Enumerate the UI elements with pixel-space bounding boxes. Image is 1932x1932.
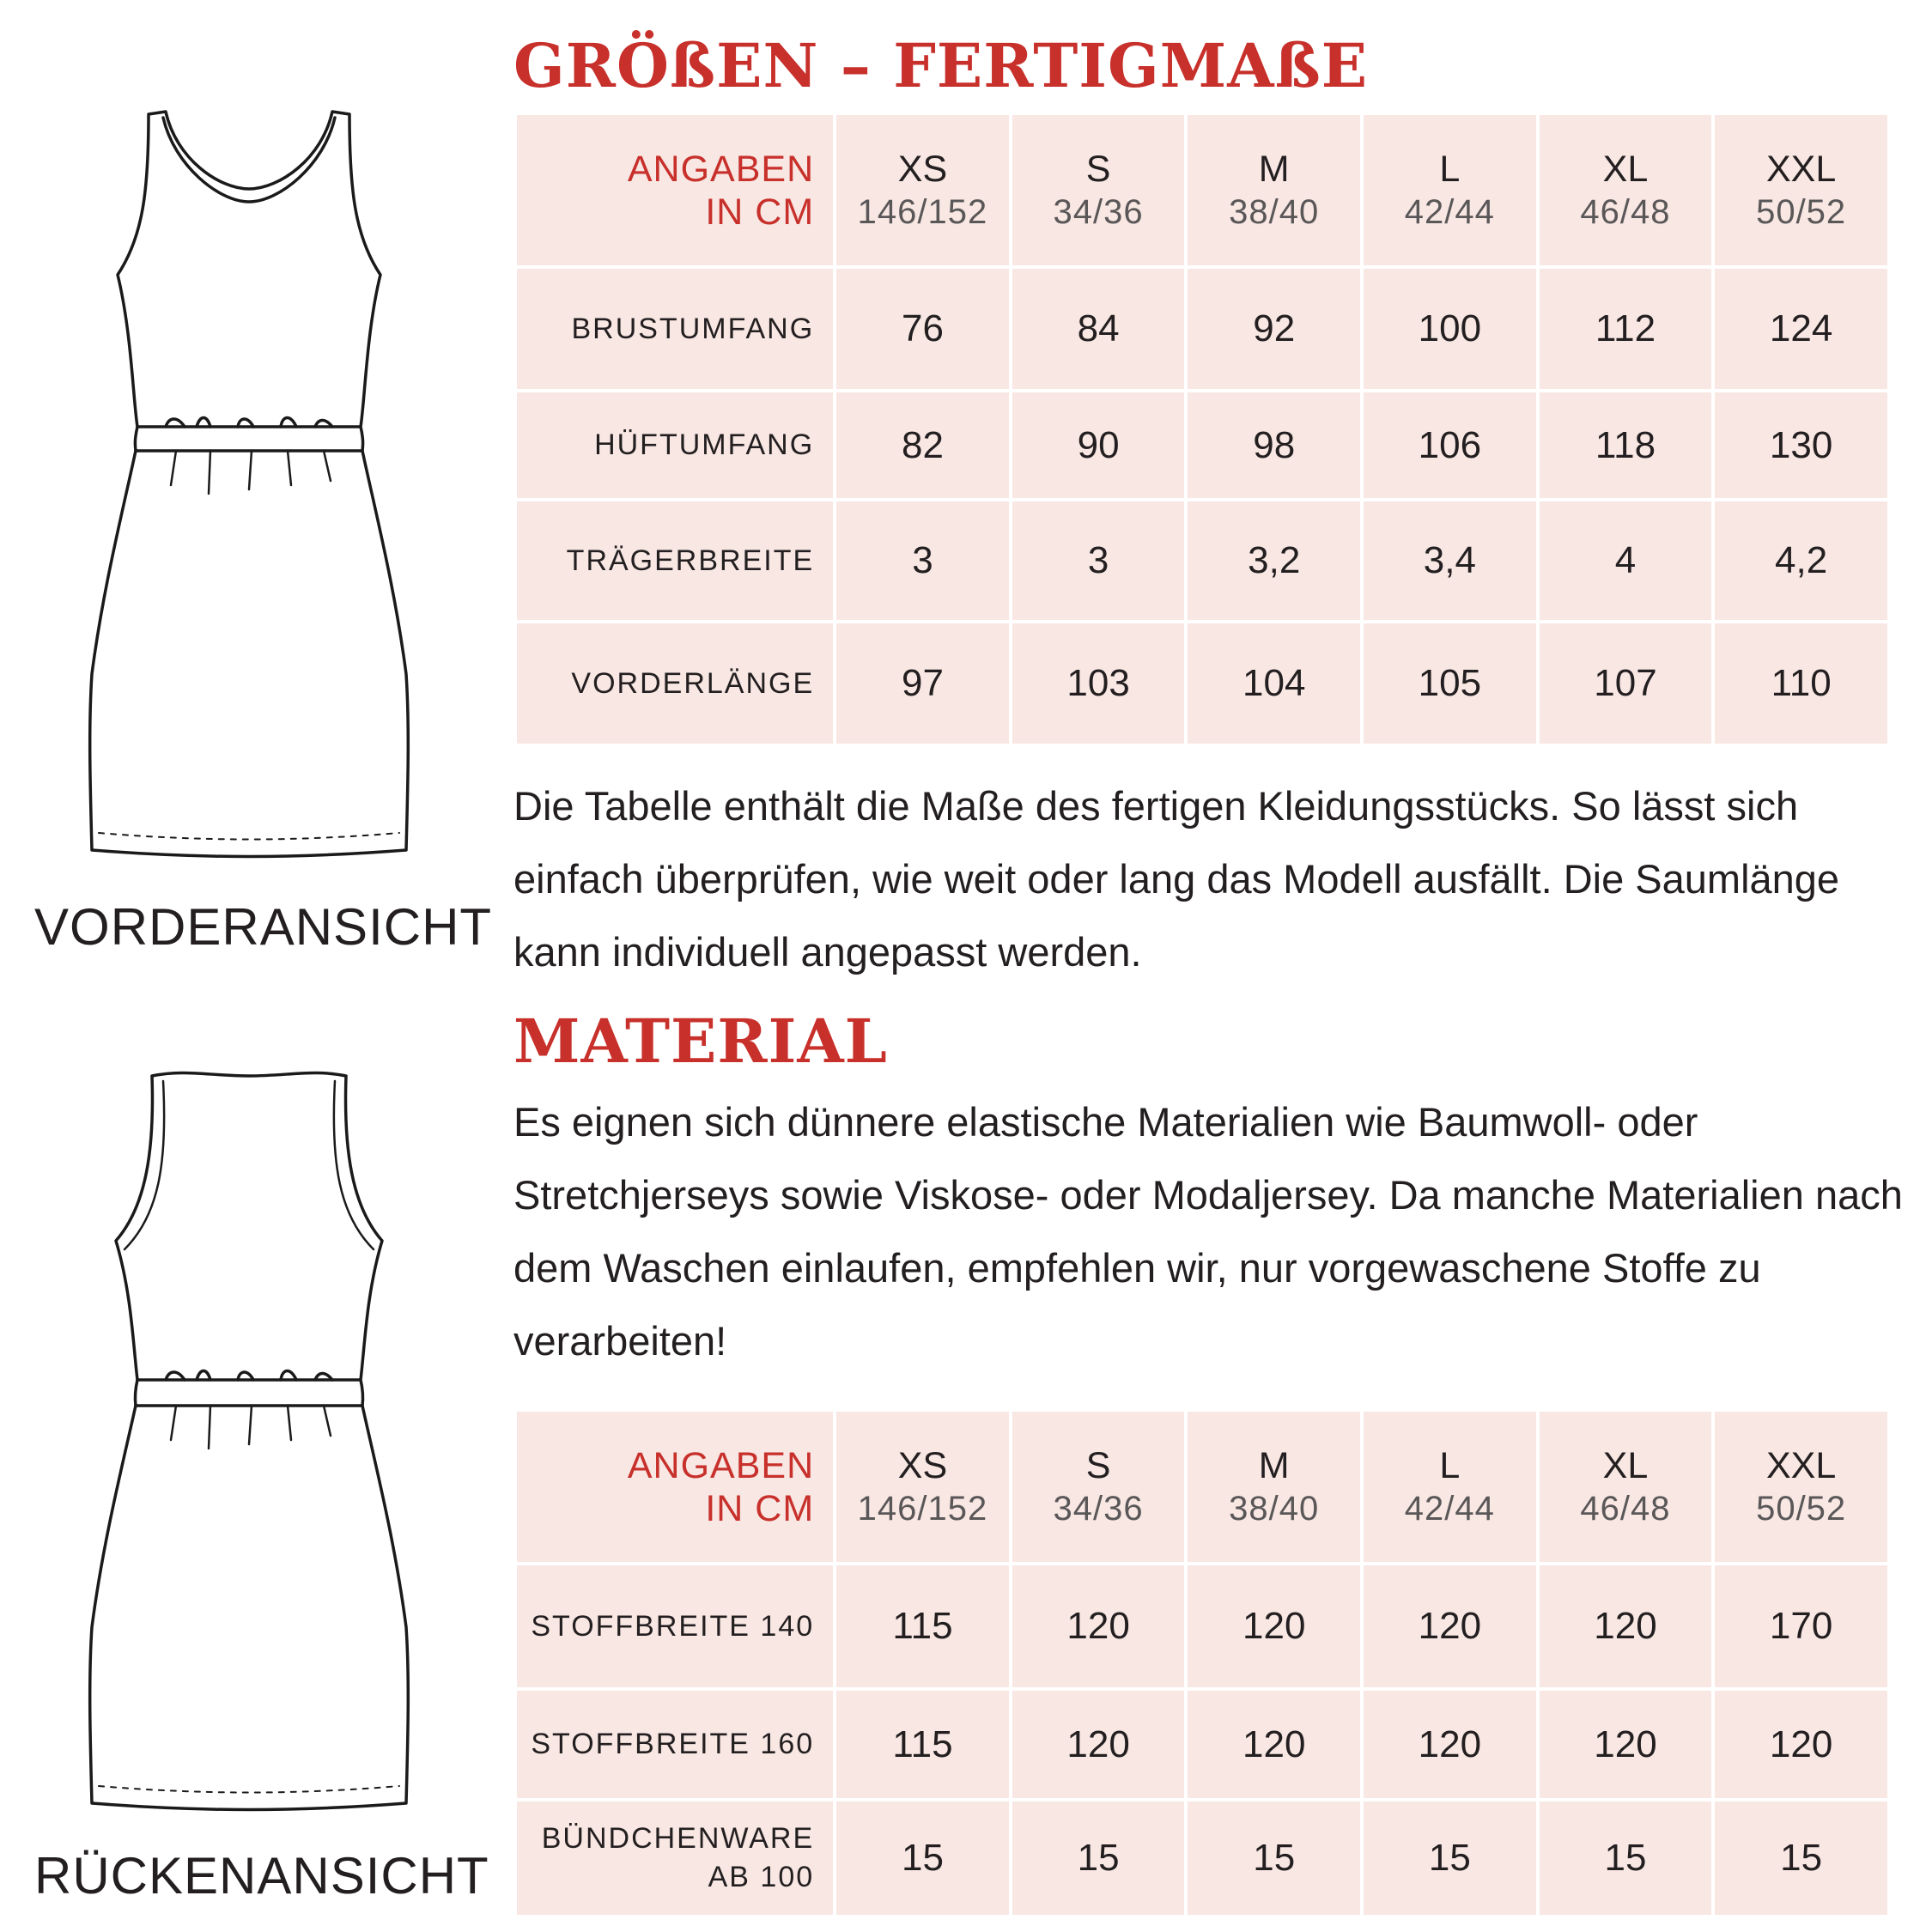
table-cell: 130	[1715, 392, 1887, 498]
sizes-description: Die Tabelle enthält die Maße des fertigen Kleidungsstücks. So lässt sich einfach überprüfen, wie weit oder lang das Modell ausfällt. Die Saumlänge kann individuell angepasst werden.	[513, 783, 1840, 975]
table-cell: 120	[1188, 1691, 1360, 1798]
table-row	[517, 392, 1887, 498]
table-row	[517, 623, 1887, 744]
size-header-m: M 38/40	[1188, 1412, 1360, 1562]
table-row	[517, 1801, 1887, 1915]
unit-label: ANGABEN IN CM	[517, 115, 833, 265]
size-header-m: M 38/40	[1188, 115, 1360, 265]
table-cell: 92	[1188, 269, 1360, 389]
size-header-xxl: XXL 50/52	[1715, 115, 1887, 265]
dress-front-sketch-icon	[82, 107, 416, 872]
table-cell: 107	[1540, 623, 1712, 744]
table-cell: 118	[1540, 392, 1712, 498]
table-cell: 90	[1012, 392, 1185, 498]
table-cell: 3	[836, 501, 1009, 620]
front-view-caption: VORDERANSICHT	[34, 898, 493, 956]
table-cell: 3,4	[1364, 501, 1536, 620]
row-label: HÜFTUMFANG	[517, 392, 833, 498]
size-header-xs: XS 146/152	[836, 1412, 1009, 1562]
sizes-heading: GRÖßEN – FERTIGMAßE	[513, 30, 1369, 101]
table-cell: 15	[1715, 1801, 1887, 1915]
table-cell: 124	[1715, 269, 1887, 389]
table-cell: 115	[836, 1565, 1009, 1687]
table-cell: 100	[1364, 269, 1536, 389]
table-cell: 97	[836, 623, 1009, 744]
table-cell: 4,2	[1715, 501, 1887, 620]
row-label: BRUSTUMFANG	[517, 269, 833, 389]
size-header-xl: XL 46/48	[1540, 115, 1712, 265]
back-view-illustration	[82, 1069, 416, 1825]
table-cell: 15	[836, 1801, 1009, 1915]
table-cell: 120	[1012, 1691, 1185, 1798]
size-header-xl: XL 46/48	[1540, 1412, 1712, 1562]
table-header-row	[517, 1412, 1887, 1562]
row-label: TRÄGERBREITE	[517, 501, 833, 620]
size-header-xs: XS 146/152	[836, 115, 1009, 265]
table-cell: 120	[1012, 1565, 1185, 1687]
table-cell: 103	[1012, 623, 1185, 744]
table-cell: 110	[1715, 623, 1887, 744]
table-cell: 84	[1012, 269, 1185, 389]
row-label: VORDERLÄNGE	[517, 623, 833, 744]
row-label: STOFFBREITE 160	[517, 1691, 833, 1798]
table-cell: 15	[1188, 1801, 1360, 1915]
table-cell: 76	[836, 269, 1009, 389]
measurements-table	[513, 112, 1891, 747]
table-cell: 106	[1364, 392, 1536, 498]
table-cell: 120	[1188, 1565, 1360, 1687]
table-row	[517, 1565, 1887, 1687]
table-cell: 82	[836, 392, 1009, 498]
material-heading: MATERIAL	[513, 1005, 888, 1077]
table-cell: 15	[1540, 1801, 1712, 1915]
row-label: STOFFBREITE 140	[517, 1565, 833, 1687]
size-header-s: S 34/36	[1012, 115, 1185, 265]
table-header-row	[517, 115, 1887, 265]
table-cell: 120	[1540, 1691, 1712, 1798]
table-cell: 98	[1188, 392, 1360, 498]
front-view-illustration	[82, 107, 416, 872]
size-header-s: S 34/36	[1012, 1412, 1185, 1562]
table-cell: 170	[1715, 1565, 1887, 1687]
table-cell: 105	[1364, 623, 1536, 744]
material-description: Es eignen sich dünnere elastische Materialien wie Baumwoll- oder Stretchjerseys sowie Viskose- oder Modaljersey. Da manche Materialien nach dem Waschen einlaufen, empfehlen wir, nur vorgewaschene Stoffe zu verarbeiten!	[513, 1099, 1903, 1364]
table-cell: 15	[1364, 1801, 1536, 1915]
table-cell: 120	[1540, 1565, 1712, 1687]
table-cell: 115	[836, 1691, 1009, 1798]
table-row	[517, 269, 1887, 389]
table-cell: 4	[1540, 501, 1712, 620]
size-header-l: L 42/44	[1364, 1412, 1536, 1562]
table-row	[517, 501, 1887, 620]
table-cell: 120	[1364, 1565, 1536, 1687]
table-cell: 112	[1540, 269, 1712, 389]
size-header-l: L 42/44	[1364, 115, 1536, 265]
back-view-caption: RÜCKENANSICHT	[34, 1847, 489, 1905]
unit-label: ANGABEN IN CM	[517, 1412, 833, 1562]
dress-back-sketch-icon	[82, 1069, 416, 1825]
table-cell: 3	[1012, 501, 1185, 620]
row-label-line: AB 100	[708, 1861, 815, 1893]
fabric-table	[513, 1408, 1891, 1918]
table-cell: 120	[1715, 1691, 1887, 1798]
table-cell: 104	[1188, 623, 1360, 744]
table-cell: 3,2	[1188, 501, 1360, 620]
table-cell: 15	[1012, 1801, 1185, 1915]
row-label	[517, 1801, 833, 1915]
table-cell: 120	[1364, 1691, 1536, 1798]
table-row	[517, 1691, 1887, 1798]
size-header-xxl: XXL 50/52	[1715, 1412, 1887, 1562]
row-label-line: BÜNDCHENWARE	[541, 1822, 815, 1855]
